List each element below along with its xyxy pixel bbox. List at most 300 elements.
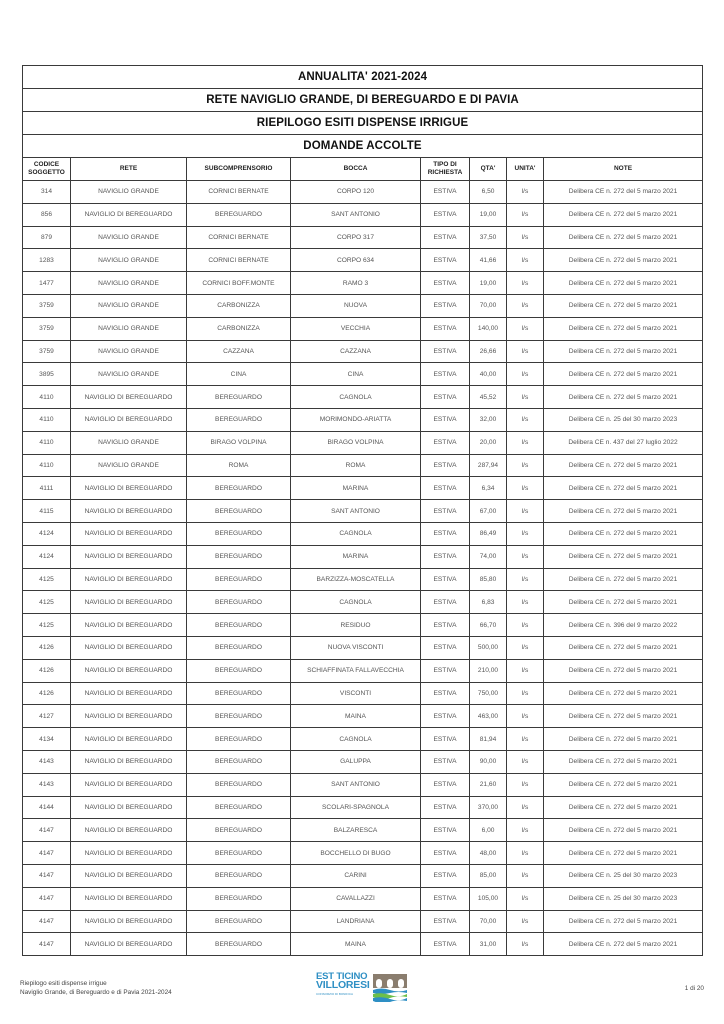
cell-qta: 750,00 <box>470 682 507 705</box>
cell-codice-soggetto: 4147 <box>23 887 71 910</box>
cell-unita: l/s <box>507 500 544 523</box>
aqueduct-bridge-logo-icon <box>373 974 407 1002</box>
table-row <box>23 294 703 317</box>
cell-qta: 6,00 <box>470 819 507 842</box>
cell-unita: l/s <box>507 203 544 226</box>
cell-qta: 48,00 <box>470 842 507 865</box>
table-row <box>23 545 703 568</box>
table-row <box>23 682 703 705</box>
table-row <box>23 363 703 386</box>
table-row <box>23 203 703 226</box>
cell-tipo-richiesta: ESTIVA <box>421 363 470 386</box>
title-domande: DOMANDE ACCOLTE <box>23 135 703 158</box>
cell-tipo-richiesta: ESTIVA <box>421 614 470 637</box>
cell-subcomprensorio: CARBONIZZA <box>187 317 291 340</box>
cell-bocca: ROMA <box>291 454 421 477</box>
cell-unita: l/s <box>507 636 544 659</box>
cell-subcomprensorio: BIRAGO VOLPINA <box>187 431 291 454</box>
cell-note: Delibera CE n. 272 del 5 marzo 2021 <box>544 500 703 523</box>
cell-qta: 37,50 <box>470 226 507 249</box>
cell-rete: NAVIGLIO DI BEREGUARDO <box>71 477 187 500</box>
cell-codice-soggetto: 1477 <box>23 272 71 295</box>
cell-bocca: CAVALLAZZI <box>291 887 421 910</box>
cell-subcomprensorio: BEREGUARDO <box>187 910 291 933</box>
cell-rete: NAVIGLIO DI BEREGUARDO <box>71 750 187 773</box>
table-row <box>23 614 703 637</box>
cell-note: Delibera CE n. 272 del 5 marzo 2021 <box>544 386 703 409</box>
cell-codice-soggetto: 3759 <box>23 340 71 363</box>
cell-rete: NAVIGLIO GRANDE <box>71 431 187 454</box>
cell-tipo-richiesta: ESTIVA <box>421 773 470 796</box>
cell-qta: 70,00 <box>470 294 507 317</box>
cell-note: Delibera CE n. 272 del 5 marzo 2021 <box>544 796 703 819</box>
cell-qta: 81,94 <box>470 728 507 751</box>
cell-bocca: RAMO 3 <box>291 272 421 295</box>
cell-qta: 32,00 <box>470 408 507 431</box>
table-row <box>23 226 703 249</box>
cell-rete: NAVIGLIO DI BEREGUARDO <box>71 591 187 614</box>
cell-rete: NAVIGLIO GRANDE <box>71 294 187 317</box>
logo-line-1: EST TICINO <box>316 971 368 982</box>
cell-tipo-richiesta: ESTIVA <box>421 819 470 842</box>
cell-tipo-richiesta: ESTIVA <box>421 181 470 204</box>
cell-rete: NAVIGLIO DI BEREGUARDO <box>71 522 187 545</box>
cell-unita: l/s <box>507 340 544 363</box>
cell-note: Delibera CE n. 272 del 5 marzo 2021 <box>544 773 703 796</box>
cell-qta: 105,00 <box>470 887 507 910</box>
cell-codice-soggetto: 4147 <box>23 819 71 842</box>
cell-bocca: CAGNOLA <box>291 591 421 614</box>
cell-codice-soggetto: 4125 <box>23 614 71 637</box>
cell-codice-soggetto: 4143 <box>23 750 71 773</box>
cell-codice-soggetto: 4124 <box>23 522 71 545</box>
logo-line-2: VILLORESI <box>316 979 370 991</box>
cell-note: Delibera CE n. 272 del 5 marzo 2021 <box>544 317 703 340</box>
title-annualita: ANNUALITA' 2021-2024 <box>23 66 703 89</box>
cell-subcomprensorio: BEREGUARDO <box>187 408 291 431</box>
table-row <box>23 181 703 204</box>
cell-rete: NAVIGLIO DI BEREGUARDO <box>71 568 187 591</box>
cell-unita: l/s <box>507 728 544 751</box>
table-row <box>23 887 703 910</box>
cell-rete: NAVIGLIO DI BEREGUARDO <box>71 659 187 682</box>
cell-note: Delibera CE n. 272 del 5 marzo 2021 <box>544 659 703 682</box>
cell-unita: l/s <box>507 317 544 340</box>
logo-subtitle: CONSORZIO DI BONIFICA <box>316 992 354 996</box>
cell-codice-soggetto: 4125 <box>23 591 71 614</box>
cell-bocca: SANT ANTONIO <box>291 203 421 226</box>
cell-qta: 41,66 <box>470 249 507 272</box>
cell-subcomprensorio: BEREGUARDO <box>187 842 291 865</box>
cell-codice-soggetto: 4127 <box>23 705 71 728</box>
table-row <box>23 705 703 728</box>
cell-unita: l/s <box>507 294 544 317</box>
table-row <box>23 317 703 340</box>
cell-unita: l/s <box>507 477 544 500</box>
cell-note: Delibera CE n. 25 del 30 marzo 2023 <box>544 864 703 887</box>
cell-subcomprensorio: BEREGUARDO <box>187 659 291 682</box>
cell-unita: l/s <box>507 614 544 637</box>
cell-note: Delibera CE n. 272 del 5 marzo 2021 <box>544 363 703 386</box>
table-row <box>23 591 703 614</box>
cell-rete: NAVIGLIO DI BEREGUARDO <box>71 636 187 659</box>
cell-rete: NAVIGLIO DI BEREGUARDO <box>71 408 187 431</box>
cell-note: Delibera CE n. 272 del 5 marzo 2021 <box>544 522 703 545</box>
cell-codice-soggetto: 4110 <box>23 408 71 431</box>
cell-codice-soggetto: 314 <box>23 181 71 204</box>
table-row <box>23 750 703 773</box>
cell-rete: NAVIGLIO DI BEREGUARDO <box>71 705 187 728</box>
cell-subcomprensorio: BEREGUARDO <box>187 500 291 523</box>
cell-qta: 66,70 <box>470 614 507 637</box>
cell-qta: 6,83 <box>470 591 507 614</box>
table-row <box>23 910 703 933</box>
cell-note: Delibera CE n. 272 del 5 marzo 2021 <box>544 294 703 317</box>
table-row <box>23 408 703 431</box>
cell-rete: NAVIGLIO DI BEREGUARDO <box>71 887 187 910</box>
cell-note: Delibera CE n. 272 del 5 marzo 2021 <box>544 545 703 568</box>
cell-subcomprensorio: BEREGUARDO <box>187 386 291 409</box>
cell-tipo-richiesta: ESTIVA <box>421 477 470 500</box>
cell-rete: NAVIGLIO DI BEREGUARDO <box>71 819 187 842</box>
cell-note: Delibera CE n. 25 del 30 marzo 2023 <box>544 887 703 910</box>
cell-note: Delibera CE n. 272 del 5 marzo 2021 <box>544 591 703 614</box>
cell-tipo-richiesta: ESTIVA <box>421 682 470 705</box>
cell-subcomprensorio: BEREGUARDO <box>187 796 291 819</box>
cell-bocca: CAGNOLA <box>291 386 421 409</box>
cell-subcomprensorio: BEREGUARDO <box>187 728 291 751</box>
table-row <box>23 728 703 751</box>
col-qta: QTA' <box>470 158 507 181</box>
cell-qta: 86,49 <box>470 522 507 545</box>
footer-caption <box>20 980 172 997</box>
cell-qta: 140,00 <box>470 317 507 340</box>
cell-tipo-richiesta: ESTIVA <box>421 226 470 249</box>
cell-codice-soggetto: 4147 <box>23 933 71 956</box>
cell-bocca: VECCHIA <box>291 317 421 340</box>
cell-rete: NAVIGLIO GRANDE <box>71 226 187 249</box>
cell-bocca: CAGNOLA <box>291 728 421 751</box>
cell-bocca: MORIMONDO-ARIATTA <box>291 408 421 431</box>
table-row <box>23 340 703 363</box>
cell-rete: NAVIGLIO GRANDE <box>71 454 187 477</box>
cell-qta: 40,00 <box>470 363 507 386</box>
cell-note: Delibera CE n. 272 del 5 marzo 2021 <box>544 682 703 705</box>
cell-codice-soggetto: 4110 <box>23 431 71 454</box>
cell-qta: 21,60 <box>470 773 507 796</box>
table-row <box>23 819 703 842</box>
cell-codice-soggetto: 4110 <box>23 386 71 409</box>
cell-bocca: SCOLARI-SPAGNOLA <box>291 796 421 819</box>
cell-codice-soggetto: 4134 <box>23 728 71 751</box>
cell-codice-soggetto: 4144 <box>23 796 71 819</box>
cell-qta: 6,34 <box>470 477 507 500</box>
cell-unita: l/s <box>507 864 544 887</box>
cell-subcomprensorio: CINA <box>187 363 291 386</box>
cell-rete: NAVIGLIO DI BEREGUARDO <box>71 682 187 705</box>
cell-subcomprensorio: CORNICI BERNATE <box>187 226 291 249</box>
cell-bocca: MARINA <box>291 545 421 568</box>
cell-bocca: NUOVA <box>291 294 421 317</box>
cell-note: Delibera CE n. 272 del 5 marzo 2021 <box>544 249 703 272</box>
cell-qta: 45,52 <box>470 386 507 409</box>
cell-tipo-richiesta: ESTIVA <box>421 386 470 409</box>
cell-rete: NAVIGLIO DI BEREGUARDO <box>71 910 187 933</box>
table-row <box>23 636 703 659</box>
col-tipo-richiesta: TIPO DI RICHIESTA <box>421 158 470 181</box>
cell-note: Delibera CE n. 272 del 5 marzo 2021 <box>544 568 703 591</box>
cell-bocca: BALZARESCA <box>291 819 421 842</box>
cell-rete: NAVIGLIO DI BEREGUARDO <box>71 773 187 796</box>
cell-tipo-richiesta: ESTIVA <box>421 842 470 865</box>
cell-codice-soggetto: 4125 <box>23 568 71 591</box>
title-rete: RETE NAVIGLIO GRANDE, DI BEREGUARDO E DI PAVIA <box>23 89 703 112</box>
cell-rete: NAVIGLIO DI BEREGUARDO <box>71 500 187 523</box>
cell-codice-soggetto: 4147 <box>23 842 71 865</box>
cell-subcomprensorio: BEREGUARDO <box>187 864 291 887</box>
cell-rete: NAVIGLIO GRANDE <box>71 363 187 386</box>
cell-subcomprensorio: ROMA <box>187 454 291 477</box>
col-unita: UNITA' <box>507 158 544 181</box>
cell-note: Delibera CE n. 272 del 5 marzo 2021 <box>544 842 703 865</box>
cell-rete: NAVIGLIO GRANDE <box>71 340 187 363</box>
cell-codice-soggetto: 3895 <box>23 363 71 386</box>
cell-codice-soggetto: 4110 <box>23 454 71 477</box>
cell-qta: 31,00 <box>470 933 507 956</box>
col-rete: RETE <box>71 158 187 181</box>
cell-tipo-richiesta: ESTIVA <box>421 500 470 523</box>
cell-bocca: CARINI <box>291 864 421 887</box>
cell-unita: l/s <box>507 819 544 842</box>
cell-unita: l/s <box>507 568 544 591</box>
cell-bocca: SCHIAFFINATA FALLAVECCHIA <box>291 659 421 682</box>
cell-note: Delibera CE n. 272 del 5 marzo 2021 <box>544 226 703 249</box>
cell-codice-soggetto: 4111 <box>23 477 71 500</box>
cell-qta: 210,00 <box>470 659 507 682</box>
cell-rete: NAVIGLIO DI BEREGUARDO <box>71 386 187 409</box>
table-row <box>23 659 703 682</box>
cell-rete: NAVIGLIO DI BEREGUARDO <box>71 203 187 226</box>
cell-unita: l/s <box>507 545 544 568</box>
cell-subcomprensorio: BEREGUARDO <box>187 636 291 659</box>
cell-subcomprensorio: BEREGUARDO <box>187 773 291 796</box>
cell-unita: l/s <box>507 682 544 705</box>
cell-bocca: MARINA <box>291 477 421 500</box>
cell-unita: l/s <box>507 796 544 819</box>
table-row <box>23 249 703 272</box>
footer-line-2: Naviglio Grande, di Bereguardo e di Pavia 2021-2024 <box>20 988 172 996</box>
cell-qta: 20,00 <box>470 431 507 454</box>
cell-tipo-richiesta: ESTIVA <box>421 591 470 614</box>
cell-subcomprensorio: BEREGUARDO <box>187 545 291 568</box>
table-row <box>23 454 703 477</box>
cell-tipo-richiesta: ESTIVA <box>421 910 470 933</box>
cell-rete: NAVIGLIO DI BEREGUARDO <box>71 842 187 865</box>
cell-tipo-richiesta: ESTIVA <box>421 864 470 887</box>
cell-rete: NAVIGLIO GRANDE <box>71 317 187 340</box>
table-row <box>23 272 703 295</box>
cell-rete: NAVIGLIO GRANDE <box>71 181 187 204</box>
table-row <box>23 568 703 591</box>
cell-unita: l/s <box>507 454 544 477</box>
cell-rete: NAVIGLIO DI BEREGUARDO <box>71 933 187 956</box>
cell-tipo-richiesta: ESTIVA <box>421 887 470 910</box>
cell-unita: l/s <box>507 363 544 386</box>
cell-qta: 19,00 <box>470 272 507 295</box>
cell-subcomprensorio: CORNICI BERNATE <box>187 181 291 204</box>
cell-codice-soggetto: 3759 <box>23 317 71 340</box>
cell-unita: l/s <box>507 910 544 933</box>
cell-tipo-richiesta: ESTIVA <box>421 568 470 591</box>
cell-bocca: VISCONTI <box>291 682 421 705</box>
cell-tipo-richiesta: ESTIVA <box>421 728 470 751</box>
cell-bocca: CORPO 120 <box>291 181 421 204</box>
cell-unita: l/s <box>507 705 544 728</box>
col-codice-soggetto: CODICE SOGGETTO <box>23 158 71 181</box>
cell-codice-soggetto: 4143 <box>23 773 71 796</box>
cell-note: Delibera CE n. 272 del 5 marzo 2021 <box>544 454 703 477</box>
cell-subcomprensorio: BEREGUARDO <box>187 750 291 773</box>
cell-tipo-richiesta: ESTIVA <box>421 431 470 454</box>
cell-subcomprensorio: BEREGUARDO <box>187 614 291 637</box>
cell-subcomprensorio: CAZZANA <box>187 340 291 363</box>
table-row <box>23 796 703 819</box>
cell-bocca: MAINA <box>291 705 421 728</box>
cell-tipo-richiesta: ESTIVA <box>421 545 470 568</box>
cell-unita: l/s <box>507 659 544 682</box>
cell-qta: 90,00 <box>470 750 507 773</box>
cell-bocca: CAZZANA <box>291 340 421 363</box>
cell-codice-soggetto: 4126 <box>23 636 71 659</box>
cell-subcomprensorio: CORNICI BERNATE <box>187 249 291 272</box>
cell-subcomprensorio: BEREGUARDO <box>187 591 291 614</box>
cell-unita: l/s <box>507 591 544 614</box>
cell-tipo-richiesta: ESTIVA <box>421 636 470 659</box>
cell-rete: NAVIGLIO DI BEREGUARDO <box>71 614 187 637</box>
cell-tipo-richiesta: ESTIVA <box>421 796 470 819</box>
cell-qta: 500,00 <box>470 636 507 659</box>
cell-tipo-richiesta: ESTIVA <box>421 705 470 728</box>
cell-unita: l/s <box>507 408 544 431</box>
cell-codice-soggetto: 879 <box>23 226 71 249</box>
cell-note: Delibera CE n. 272 del 5 marzo 2021 <box>544 272 703 295</box>
cell-unita: l/s <box>507 773 544 796</box>
cell-note: Delibera CE n. 437 del 27 luglio 2022 <box>544 431 703 454</box>
cell-qta: 287,94 <box>470 454 507 477</box>
cell-qta: 6,50 <box>470 181 507 204</box>
table-row <box>23 431 703 454</box>
cell-qta: 370,00 <box>470 796 507 819</box>
table-row <box>23 522 703 545</box>
cell-tipo-richiesta: ESTIVA <box>421 294 470 317</box>
cell-tipo-richiesta: ESTIVA <box>421 272 470 295</box>
cell-bocca: BIRAGO VOLPINA <box>291 431 421 454</box>
cell-subcomprensorio: BEREGUARDO <box>187 705 291 728</box>
cell-codice-soggetto: 3759 <box>23 294 71 317</box>
cell-unita: l/s <box>507 226 544 249</box>
table-row <box>23 864 703 887</box>
cell-subcomprensorio: BEREGUARDO <box>187 682 291 705</box>
cell-note: Delibera CE n. 272 del 5 marzo 2021 <box>544 340 703 363</box>
cell-bocca: SANT ANTONIO <box>291 500 421 523</box>
cell-note: Delibera CE n. 272 del 5 marzo 2021 <box>544 728 703 751</box>
cell-unita: l/s <box>507 249 544 272</box>
cell-codice-soggetto: 4126 <box>23 659 71 682</box>
cell-rete: NAVIGLIO DI BEREGUARDO <box>71 864 187 887</box>
cell-tipo-richiesta: ESTIVA <box>421 203 470 226</box>
cell-bocca: NUOVA VISCONTI <box>291 636 421 659</box>
cell-note: Delibera CE n. 272 del 5 marzo 2021 <box>544 705 703 728</box>
cell-unita: l/s <box>507 522 544 545</box>
cell-unita: l/s <box>507 842 544 865</box>
cell-note: Delibera CE n. 272 del 5 marzo 2021 <box>544 636 703 659</box>
column-header-row <box>23 158 703 181</box>
cell-codice-soggetto: 4115 <box>23 500 71 523</box>
cell-note: Delibera CE n. 272 del 5 marzo 2021 <box>544 477 703 500</box>
cell-bocca: CAGNOLA <box>291 522 421 545</box>
cell-bocca: CINA <box>291 363 421 386</box>
cell-bocca: CORPO 317 <box>291 226 421 249</box>
cell-rete: NAVIGLIO GRANDE <box>71 249 187 272</box>
table-row <box>23 773 703 796</box>
cell-unita: l/s <box>507 933 544 956</box>
cell-qta: 85,00 <box>470 864 507 887</box>
cell-codice-soggetto: 4124 <box>23 545 71 568</box>
col-bocca: BOCCA <box>291 158 421 181</box>
cell-subcomprensorio: CARBONIZZA <box>187 294 291 317</box>
cell-unita: l/s <box>507 750 544 773</box>
cell-subcomprensorio: BEREGUARDO <box>187 477 291 500</box>
dispense-table <box>22 65 703 956</box>
cell-unita: l/s <box>507 272 544 295</box>
cell-qta: 26,66 <box>470 340 507 363</box>
table-row <box>23 386 703 409</box>
cell-bocca: SANT ANTONIO <box>291 773 421 796</box>
cell-subcomprensorio: BEREGUARDO <box>187 203 291 226</box>
cell-codice-soggetto: 856 <box>23 203 71 226</box>
cell-qta: 85,80 <box>470 568 507 591</box>
cell-note: Delibera CE n. 272 del 5 marzo 2021 <box>544 181 703 204</box>
cell-tipo-richiesta: ESTIVA <box>421 317 470 340</box>
cell-bocca: RESIDUO <box>291 614 421 637</box>
est-ticino-villoresi-logo <box>316 972 408 1004</box>
cell-bocca: BARZIZZA-MOSCATELLA <box>291 568 421 591</box>
col-note: NOTE <box>544 158 703 181</box>
cell-subcomprensorio: BEREGUARDO <box>187 819 291 842</box>
table-row <box>23 500 703 523</box>
document-page <box>22 65 702 956</box>
cell-subcomprensorio: BEREGUARDO <box>187 522 291 545</box>
cell-note: Delibera CE n. 272 del 5 marzo 2021 <box>544 750 703 773</box>
footer-line-1: Riepilogo esiti dispense irrigue <box>20 980 107 987</box>
cell-bocca: BOCCHELLO DI BUGO <box>291 842 421 865</box>
cell-bocca: GALUPPA <box>291 750 421 773</box>
cell-tipo-richiesta: ESTIVA <box>421 408 470 431</box>
cell-tipo-richiesta: ESTIVA <box>421 454 470 477</box>
cell-bocca: MAINA <box>291 933 421 956</box>
cell-subcomprensorio: BEREGUARDO <box>187 933 291 956</box>
cell-rete: NAVIGLIO GRANDE <box>71 272 187 295</box>
cell-subcomprensorio: BEREGUARDO <box>187 568 291 591</box>
cell-unita: l/s <box>507 181 544 204</box>
cell-bocca: LANDRIANA <box>291 910 421 933</box>
cell-tipo-richiesta: ESTIVA <box>421 249 470 272</box>
cell-qta: 67,00 <box>470 500 507 523</box>
cell-note: Delibera CE n. 25 del 30 marzo 2023 <box>544 408 703 431</box>
table-row <box>23 842 703 865</box>
logo-text <box>316 972 370 990</box>
table-row <box>23 933 703 956</box>
